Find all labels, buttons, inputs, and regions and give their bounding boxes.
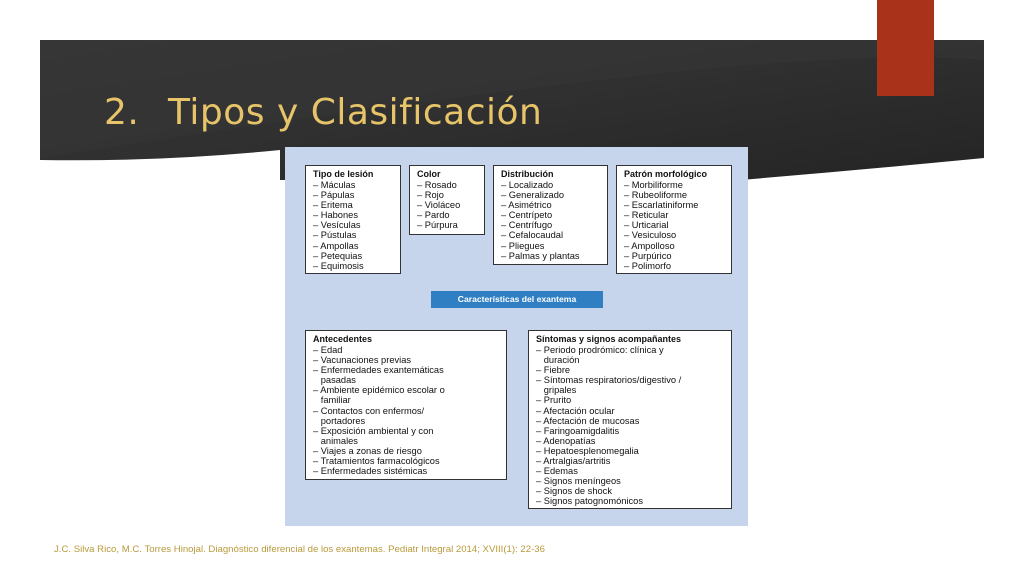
list-item: – Urticarial [624, 220, 669, 231]
list-item: – Viajes a zonas de riesgo [313, 445, 422, 456]
citation: J.C. Silva Rico, M.C. Torres Hinojal. Diagnóstico diferencial de los exantemas. Pediatr Integral 2014; XVIII(1): 22-36 [54, 544, 545, 555]
box-list [501, 180, 602, 261]
list-item: – Morbiliforme [624, 180, 683, 190]
list-item: pasadas [313, 375, 356, 386]
list-item: – Contactos con enfermos/ [313, 405, 425, 416]
box-tipo-lesion [305, 165, 401, 274]
list-item: – Reticular [624, 210, 669, 221]
list-item: – Centrífugo [501, 220, 553, 231]
list-item: animales [313, 435, 358, 446]
list-item: – Máculas [313, 180, 356, 190]
list-item: – Vesiculoso [624, 230, 677, 241]
list-item: – Faringoamigdalitis [536, 425, 620, 436]
list-item: – Púrpura [417, 220, 458, 231]
list-item: – Ampollas [313, 240, 359, 251]
list-item: – Enfermedades sistémicas [313, 466, 428, 477]
list-item: – Petequias [313, 250, 363, 261]
list-item: gripales [536, 385, 577, 396]
list-item: – Pliegues [501, 240, 545, 251]
list-item: – Vacunaciones previas [313, 355, 412, 366]
list-item: – Generalizado [501, 190, 565, 201]
list-item: – Asimétrico [501, 200, 552, 211]
list-item: – Artralgias/artritis [536, 456, 611, 467]
box-list [536, 345, 726, 507]
box-heading: Síntomas y signos acompañantes [536, 334, 682, 344]
list-item: – Tratamientos farmacológicos [313, 456, 440, 467]
list-item: – Eritema [313, 200, 353, 211]
list-item: – Rosado [417, 180, 457, 190]
box-distribucion [493, 165, 608, 265]
list-item: familiar [313, 395, 351, 406]
list-item: – Pápulas [313, 190, 355, 201]
list-item: – Ampolloso [624, 240, 675, 251]
list-item: – Fiebre [536, 365, 571, 376]
list-item: – Escarlatiniforme [624, 200, 699, 211]
box-list [313, 345, 501, 476]
exanthem-diagram [285, 147, 748, 526]
title-number: 2. [104, 92, 140, 133]
list-item: – Afectación ocular [536, 405, 615, 416]
list-item: – Rojo [417, 190, 444, 201]
center-label: Características del exantema [431, 291, 603, 308]
box-list [417, 180, 479, 230]
box-sintomas-signos [528, 330, 732, 509]
list-item: – Edemas [536, 466, 578, 477]
list-item: – Equimosis [313, 260, 364, 271]
list-item: – Violáceo [417, 200, 461, 211]
list-item: – Cefalocaudal [501, 230, 564, 241]
list-item: – Afectación de mucosas [536, 415, 640, 426]
list-item: – Adenopatías [536, 435, 596, 446]
box-heading: Distribución [501, 169, 554, 179]
list-item: – Polimorfo [624, 260, 672, 271]
accent-bar [877, 0, 934, 96]
list-item: portadores [313, 415, 366, 426]
list-item: – Pústulas [313, 230, 357, 241]
list-item: – Habones [313, 210, 358, 221]
box-heading: Antecedentes [313, 334, 373, 344]
box-antecedentes [305, 330, 507, 480]
slide-title [104, 92, 542, 133]
list-item: – Vesículas [313, 220, 361, 231]
list-item: – Localizado [501, 180, 554, 190]
list-item: – Síntomas respiratorios/digestivo / [536, 375, 682, 386]
box-heading: Color [417, 169, 441, 179]
box-list [313, 180, 395, 271]
list-item: – Prurito [536, 395, 572, 406]
list-item: – Pardo [417, 210, 450, 221]
list-item: – Signos meníngeos [536, 476, 621, 487]
list-item: – Hepatoesplenomegalia [536, 445, 639, 456]
list-item: – Ambiente epidémico escolar o [313, 385, 445, 396]
list-item: – Periodo prodrómico: clínica y [536, 345, 664, 355]
box-patron-morfologico [616, 165, 732, 274]
title-text: Tipos y Clasificación [168, 92, 543, 133]
list-item: – Rubeoliforme [624, 190, 688, 201]
list-item: – Signos de shock [536, 486, 612, 497]
list-item: – Palmas y plantas [501, 250, 580, 261]
list-item: – Signos patognomónicos [536, 496, 643, 507]
box-color [409, 165, 485, 235]
box-heading: Patrón morfológico [624, 169, 707, 179]
list-item: duración [536, 355, 580, 366]
list-item: – Edad [313, 345, 343, 355]
box-list [624, 180, 726, 271]
box-heading: Tipo de lesión [313, 169, 374, 179]
list-item: – Enfermedades exantemáticas [313, 365, 444, 376]
list-item: – Centrípeto [501, 210, 553, 221]
list-item: – Exposición ambiental y con [313, 425, 434, 436]
list-item: – Purpúrico [624, 250, 672, 261]
